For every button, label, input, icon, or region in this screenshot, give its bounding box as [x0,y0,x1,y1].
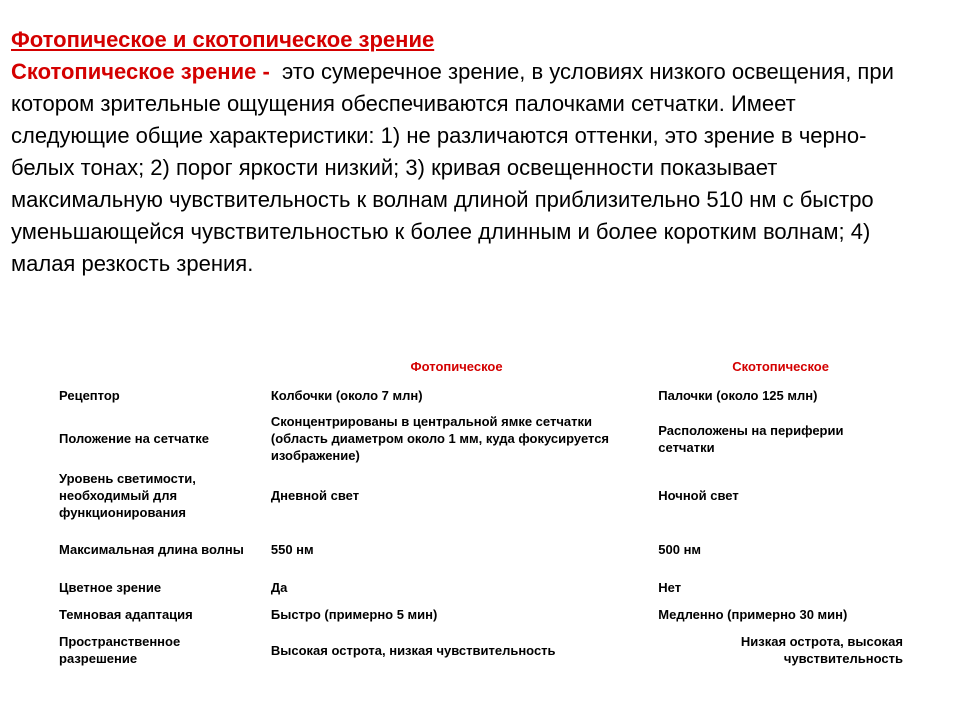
row-scotopic-value: Медленно (примерно 30 мин) [658,606,848,622]
table-row [51,628,911,672]
row-photopic-value: Сконцентрированы в центральной ямке сетчатки (область диаметром около 1 мм, куда фокусируется изображение) [270,414,610,463]
intro-term: Скотопическое зрение - [11,59,270,84]
row-feature: Темновая адаптация [59,606,193,622]
table-row [51,410,911,467]
row-scotopic-value: Палочки (около 125 млн) [658,387,818,403]
row-feature: Уровень светимости, необходимый для функционирования [59,471,196,520]
row-photopic-value: Высокая острота, низкая чувствительность [270,642,556,658]
table-row [51,380,911,410]
intro-paragraph [11,56,916,280]
row-feature: Пространственное разрешение [59,634,181,666]
row-photopic-value: Дневной свет [270,488,360,503]
row-feature: Максимальная длина волны [59,541,244,557]
header-photopic: Фотопическое [410,358,503,374]
row-scotopic-value: Ночной свет [658,488,739,503]
row-photopic-value: Быстро (примерно 5 мин) [270,606,438,622]
intro-text: это сумеречное зрение, в условиях низкого освещения, при котором зрительные ощущения обеспечиваются палочками сетчатки. Имеет следующие общие характеристики: 1) не различаются оттенки, это зрение в черно-белых тонах; 2) порог яркости низкий; 3) кривая освещенности показывает максимальную чувствительность к волнам длиной приблизительно 510 нм с быстро уменьшающейся чувствительностью к более длинным и более коротким волнам; 4) малая резкость зрения. [11,59,894,276]
table-row [51,600,911,628]
row-feature: Цветное зрение [59,579,162,595]
row-photopic-value: 550 нм [270,541,314,557]
table-row [51,574,911,600]
table-row [51,467,911,524]
row-scotopic-value: Расположены на периферии сетчатки [658,422,844,455]
header-feature [51,352,263,380]
table-row [51,524,911,574]
comparison-table [51,352,911,672]
row-scotopic-value: Низкая острота, высокая чувствительность [740,634,903,666]
row-feature: Положение на сетчатке [59,431,210,446]
row-scotopic-value: Нет [658,579,682,595]
row-scotopic-value: 500 нм [658,541,702,557]
row-feature: Рецептор [59,387,120,403]
slide-heading: Фотопическое и скотопическое зрение [11,27,435,52]
row-photopic-value: Колбочки (около 7 млн) [270,387,423,403]
table-header-row [51,352,911,380]
header-scotopic: Скотопическое [732,358,829,374]
row-photopic-value: Да [270,579,288,595]
